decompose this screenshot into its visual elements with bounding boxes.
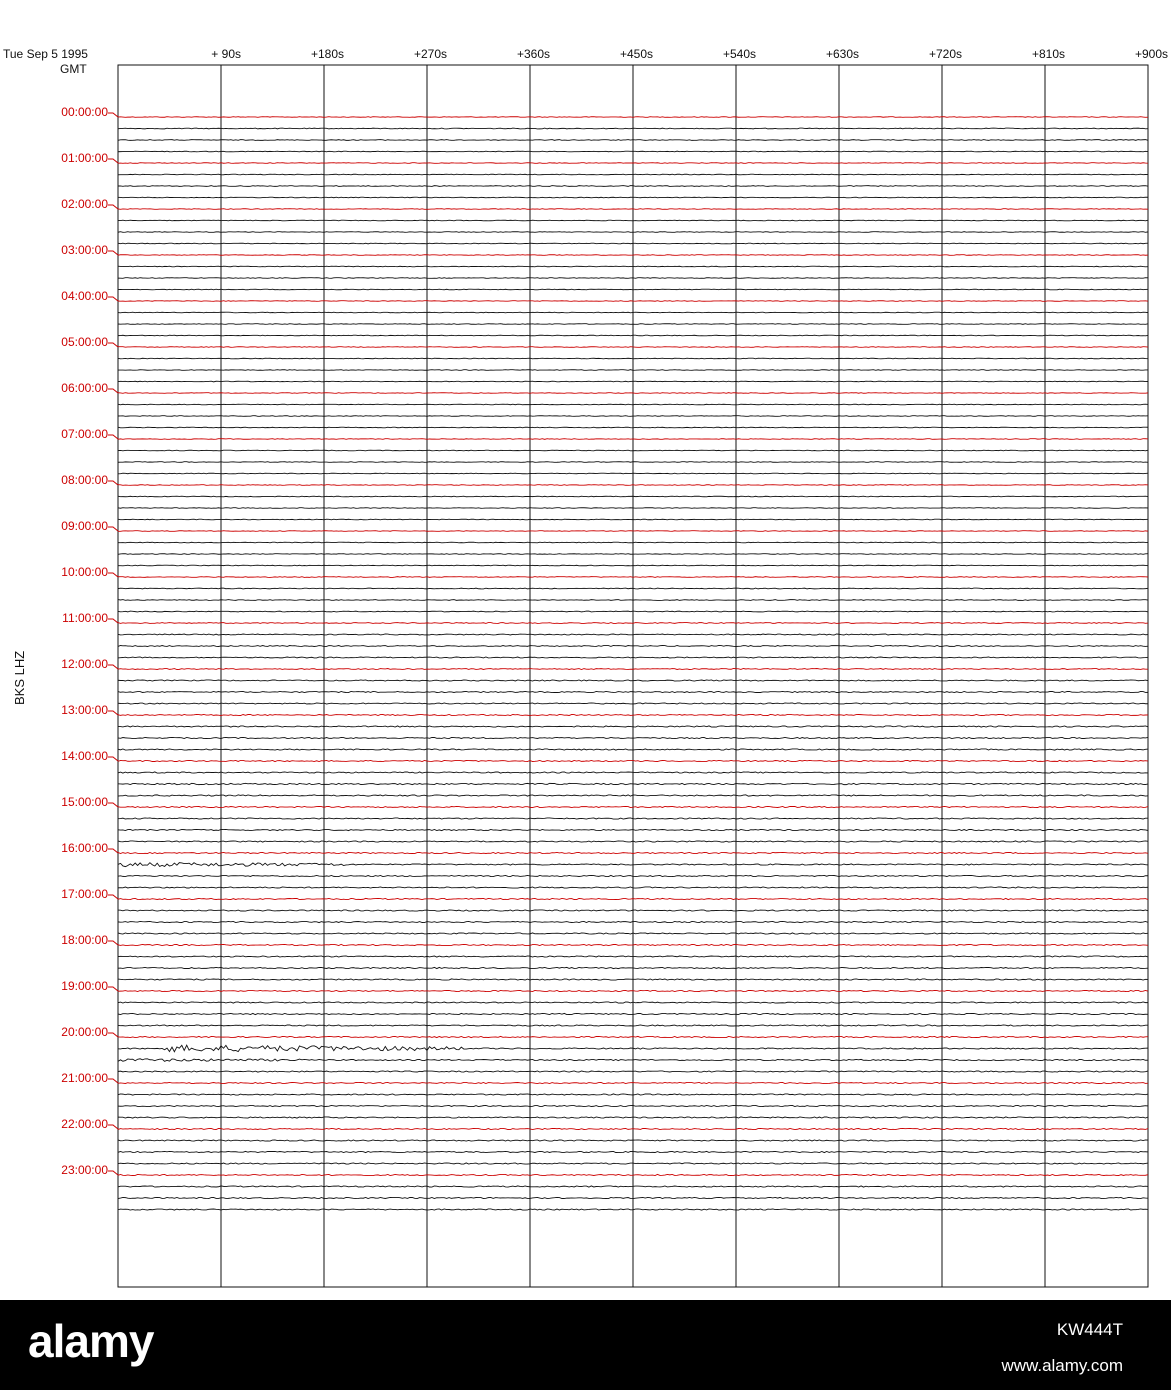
hour-connector: [108, 619, 118, 623]
x-tick-label: +180s: [310, 47, 344, 61]
trace-line: [118, 312, 1148, 313]
trace-line: [118, 278, 1148, 279]
trace-line: [118, 956, 1148, 957]
trace-line: [118, 266, 1148, 267]
trace-line: [118, 439, 1148, 440]
trace-line: [118, 588, 1148, 589]
hour-label: 01:00:00: [61, 151, 108, 165]
trace-line: [118, 209, 1148, 210]
hour-connector: [108, 435, 118, 439]
trace-line: [118, 347, 1148, 348]
hour-connector: [108, 527, 118, 531]
site-url: www.alamy.com: [1001, 1356, 1123, 1375]
x-tick-label: +360s: [516, 47, 550, 61]
trace-line: [118, 565, 1148, 566]
hour-label: 14:00:00: [61, 749, 108, 763]
image-id: KW444T: [1056, 1320, 1123, 1339]
x-tick-label: +450s: [619, 47, 653, 61]
hour-label: 15:00:00: [61, 795, 108, 809]
hour-label: 06:00:00: [61, 381, 108, 395]
hour-connector: [108, 389, 118, 393]
hour-connector: [108, 297, 118, 301]
trace-line: [118, 163, 1148, 164]
hour-label: 11:00:00: [62, 611, 108, 625]
trace-line: [118, 600, 1148, 601]
hour-label: 22:00:00: [61, 1117, 108, 1131]
trace-line: [118, 393, 1148, 394]
hour-connector: [108, 1079, 118, 1083]
hour-label: 09:00:00: [61, 519, 108, 533]
hour-label: 10:00:00: [61, 565, 108, 579]
hour-connector: [108, 113, 118, 117]
x-tick-label: + 90s: [211, 47, 241, 61]
hour-connector: [108, 205, 118, 209]
hour-connector: [108, 481, 118, 485]
trace-line: [118, 301, 1148, 302]
hour-connector: [108, 757, 118, 761]
time-gridlines: [221, 65, 1045, 1287]
hour-label: 02:00:00: [61, 197, 108, 211]
x-tick-label: +900s: [1134, 47, 1168, 61]
trace-line: [118, 416, 1148, 417]
trace-line: [118, 232, 1148, 233]
hour-connector: [108, 665, 118, 669]
trace-line: [118, 255, 1148, 256]
trace-line: [118, 324, 1148, 325]
trace-line: [118, 151, 1148, 152]
x-tick-label: +630s: [825, 47, 859, 61]
chart-timezone-label: GMT: [60, 62, 87, 76]
trace-line: [118, 197, 1148, 198]
hour-label: 20:00:00: [61, 1025, 108, 1039]
brand-logo: alamy: [28, 1315, 154, 1367]
chart-date-label: Tue Sep 5 1995: [3, 47, 88, 61]
hour-labels: [61, 105, 118, 1177]
hour-connector: [108, 849, 118, 853]
hour-label: 16:00:00: [61, 841, 108, 855]
x-tick-label: +720s: [928, 47, 962, 61]
hour-connector: [108, 573, 118, 577]
x-tick-label: +810s: [1031, 47, 1065, 61]
hour-connector: [108, 895, 118, 899]
hour-label: 08:00:00: [61, 473, 108, 487]
hour-connector: [108, 803, 118, 807]
hour-label: 17:00:00: [61, 887, 108, 901]
hour-connector: [108, 251, 118, 255]
hour-connector: [108, 343, 118, 347]
hour-label: 03:00:00: [61, 243, 108, 257]
hour-connector: [108, 941, 118, 945]
hour-label: 13:00:00: [61, 703, 108, 717]
trace-line: [118, 508, 1148, 509]
hour-label: 05:00:00: [61, 335, 108, 349]
hour-label: 00:00:00: [61, 105, 108, 119]
trace-line: [118, 519, 1148, 520]
hour-label: 04:00:00: [61, 289, 108, 303]
hour-connector: [108, 711, 118, 715]
trace-line: [118, 174, 1148, 175]
hour-label: 23:00:00: [61, 1163, 108, 1177]
x-tick-label: +540s: [722, 47, 756, 61]
hour-connector: [108, 159, 118, 163]
hour-connector: [108, 987, 118, 991]
hour-label: 18:00:00: [61, 933, 108, 947]
hour-label: 19:00:00: [61, 979, 108, 993]
x-tick-labels: [211, 47, 1168, 61]
hour-connector: [108, 1033, 118, 1037]
hour-connector: [108, 1125, 118, 1129]
watermark-banner: [0, 1300, 1171, 1390]
chart-y-axis-label: BKS LHZ: [12, 650, 27, 705]
hour-label: 07:00:00: [61, 427, 108, 441]
hour-label: 21:00:00: [61, 1071, 108, 1085]
trace-line: [118, 554, 1148, 555]
trace-line: [118, 531, 1148, 532]
hour-connector: [108, 1171, 118, 1175]
x-tick-label: +270s: [413, 47, 447, 61]
hour-label: 12:00:00: [61, 657, 108, 671]
